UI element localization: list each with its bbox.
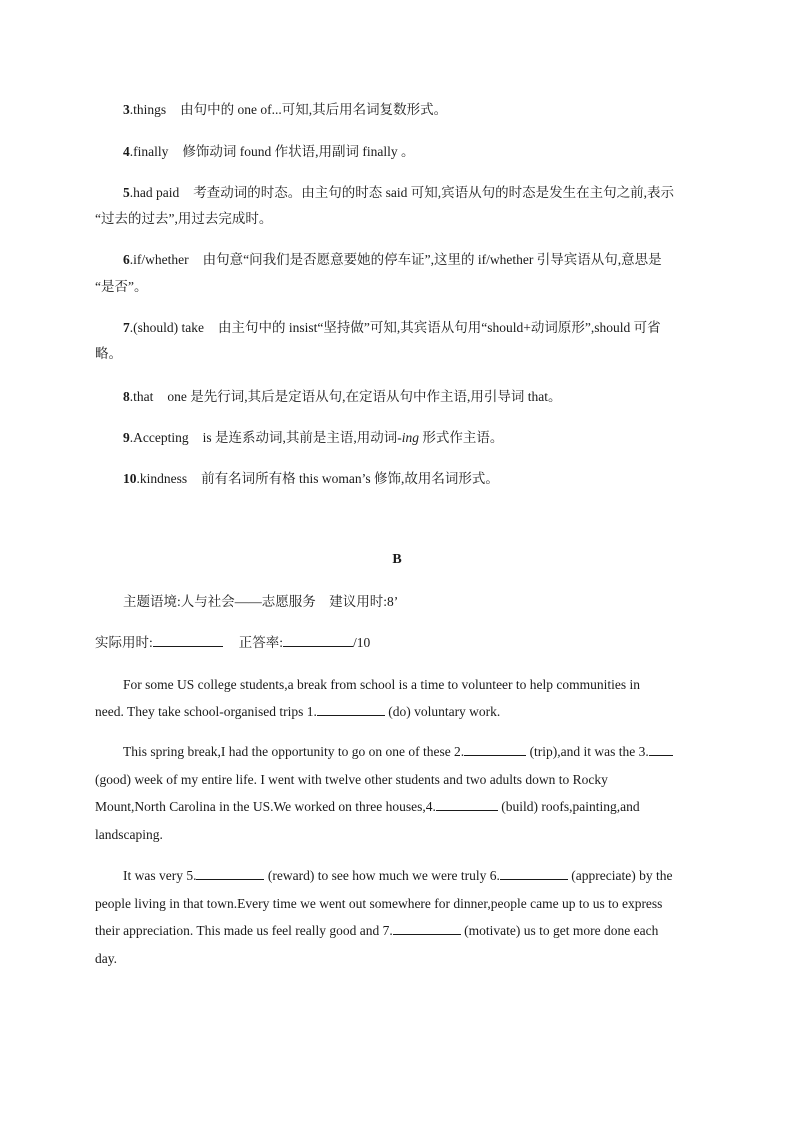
- accuracy-suffix: /10: [353, 635, 371, 650]
- answer-3: [123, 101, 447, 119]
- passage-p2-line2: (good) week of my entire life. I went with twelve other students and two adults down to Rocky: [95, 772, 608, 787]
- text-segment: (reward) to see how much we were truly 6.: [264, 868, 500, 883]
- answer-9: [123, 429, 503, 447]
- text-segment: (motivate) us to get more done each: [460, 923, 659, 938]
- answer-explanation-ing: ing: [401, 430, 419, 445]
- text-segment: It was very 5.: [123, 868, 197, 883]
- answer-explanation: 由句意“问我们是否愿意要她的停车证”,这里的 if/whether 引导宾语从句,意思是: [202, 252, 662, 267]
- answer-explanation: one 是先行词,其后是定语从句,在定语从句中作主语,用引导词 that。: [167, 389, 562, 404]
- blank-7[interactable]: [393, 922, 461, 935]
- blank-2[interactable]: [464, 743, 526, 756]
- answer-8: [123, 388, 562, 406]
- answer-number: 9: [123, 430, 130, 445]
- answer-5: [123, 184, 674, 202]
- text-segment: This spring break,I had the opportunity to go on one of these 2.: [123, 744, 465, 759]
- answer-number: 4: [123, 144, 130, 159]
- text-segment: (appreciate) by the: [567, 868, 673, 883]
- text-segment: Mount,North Carolina in the US.We worked on three houses,4.: [95, 799, 436, 814]
- answer-word: .things: [129, 102, 167, 117]
- section-heading: B: [392, 552, 402, 567]
- passage-p2-line1: [123, 743, 673, 761]
- passage-p1-line1: For some US college students,a break from school is a time to volunteer to help communities in: [123, 677, 641, 692]
- answer-word: .Accepting: [129, 430, 189, 445]
- actual-time-blank[interactable]: [153, 634, 223, 647]
- actual-time-label: 实际用时:: [95, 635, 153, 650]
- answer-word: .if/whether: [129, 252, 189, 267]
- answer-word: .finally: [129, 144, 169, 159]
- answer-5-continued: “过去的过去”,用过去完成时。: [95, 211, 273, 226]
- answer-7: [123, 319, 661, 337]
- accuracy-label: 正答率:: [238, 635, 284, 650]
- answer-explanation: 修饰动词 found 作状语,用副词 finally 。: [182, 144, 415, 159]
- answer-number: 7: [123, 320, 130, 335]
- passage-p2-line3: [95, 798, 640, 816]
- answer-7-continued: 略。: [95, 346, 122, 361]
- answer-6: [123, 251, 662, 269]
- passage-p3-line2: people living in that town.Every time we went out somewhere for dinner,people came up to us to express: [95, 896, 663, 911]
- answer-number: 3: [123, 102, 130, 117]
- passage-p2-line4: landscaping.: [95, 827, 163, 842]
- passage-p1-line2: [95, 703, 500, 721]
- theme-line: 主题语境:人与社会——志愿服务 建议用时:8’: [123, 594, 399, 609]
- text-segment: their appreciation. This made us feel really good and 7.: [95, 923, 393, 938]
- answer-word: .kindness: [136, 471, 188, 486]
- answer-explanation: 由主句中的 insist“坚持做”可知,其宾语从句用“should+动词原形”,should 可省: [217, 320, 661, 335]
- blank-4[interactable]: [436, 798, 498, 811]
- answer-explanation-pre: is 是连系动词,其前是主语,用动词-: [202, 430, 402, 445]
- blank-3[interactable]: [649, 743, 673, 756]
- passage-p3-line4: day.: [95, 951, 117, 966]
- text-segment: (trip),and it was the 3.: [526, 744, 649, 759]
- text-segment: (build) roofs,painting,and: [497, 799, 640, 814]
- answer-explanation-post: 形式作主语。: [419, 430, 504, 445]
- text-segment: (do) voluntary work.: [384, 704, 501, 719]
- answer-explanation: 考查动词的时态。由主句的时态 said 可知,宾语从句的时态是发生在主句之前,表示: [193, 185, 674, 200]
- answer-number: 8: [123, 389, 130, 404]
- answer-6-continued: “是否”。: [95, 279, 148, 294]
- answer-number: 10: [123, 471, 137, 486]
- answer-word: .had paid: [129, 185, 180, 200]
- answer-number: 6: [123, 252, 130, 267]
- answer-explanation: 前有名词所有格 this woman’s 修饰,故用名词形式。: [201, 471, 499, 486]
- passage-p3-line1: [123, 867, 672, 885]
- answer-word: .(should) take: [129, 320, 204, 335]
- stats-line: [95, 634, 370, 652]
- text-segment: need. They take school-organised trips 1.: [95, 704, 317, 719]
- answer-word: .that: [129, 389, 154, 404]
- accuracy-blank[interactable]: [283, 634, 353, 647]
- blank-5[interactable]: [196, 867, 264, 880]
- blank-1[interactable]: [317, 703, 385, 716]
- answer-number: 5: [123, 185, 130, 200]
- passage-p3-line3: [95, 922, 658, 940]
- blank-6[interactable]: [500, 867, 568, 880]
- answer-4: [123, 143, 415, 161]
- answer-10: [123, 470, 499, 488]
- answer-explanation: 由句中的 one of...可知,其后用名词复数形式。: [180, 102, 448, 117]
